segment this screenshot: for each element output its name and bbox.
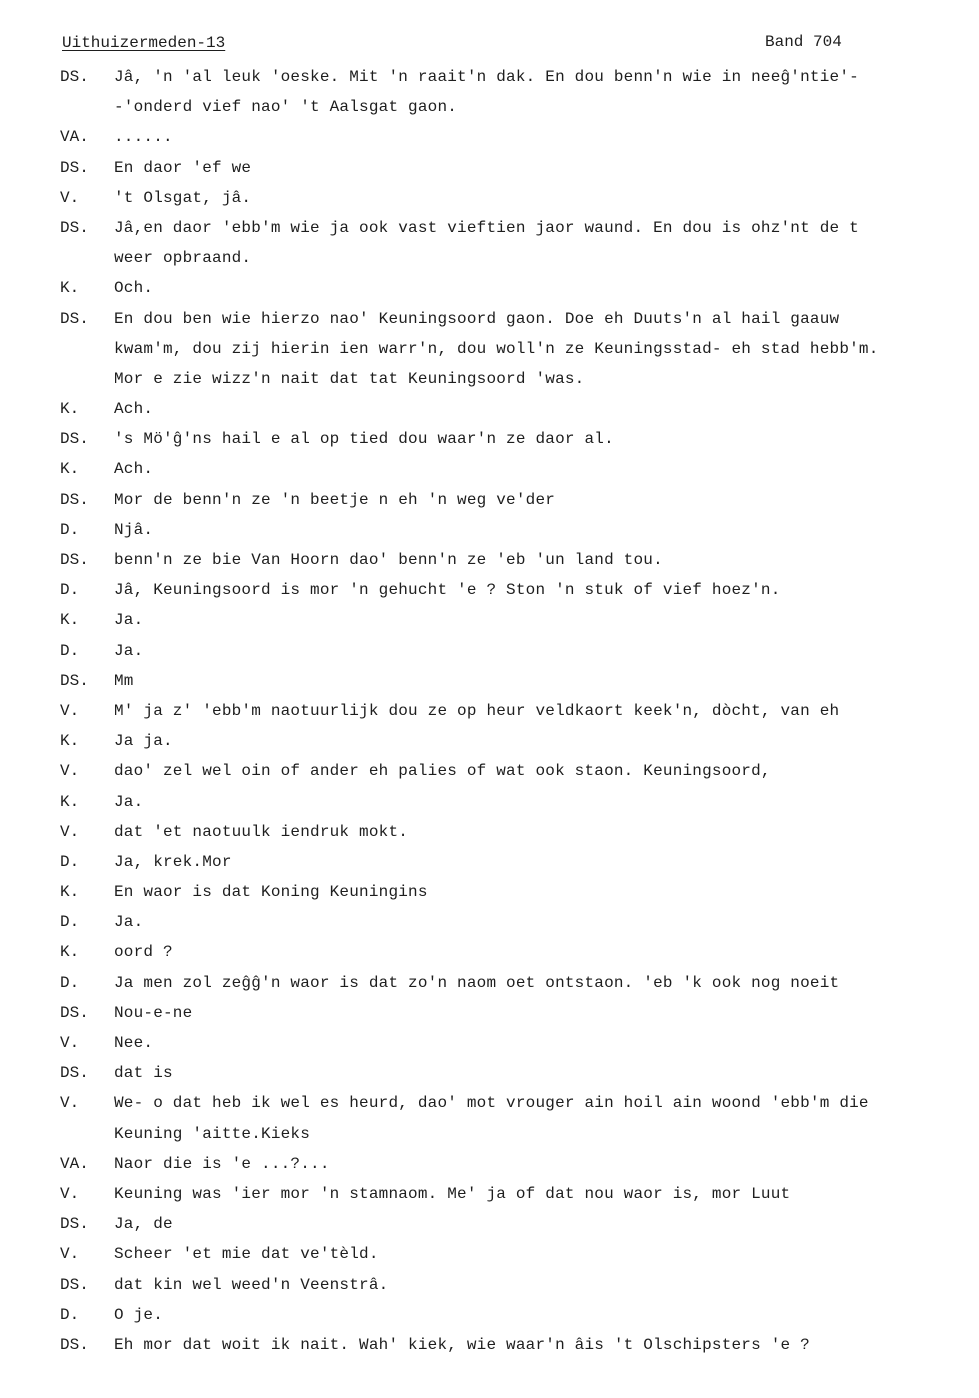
utterance-text: Mm xyxy=(114,671,134,690)
utterance-text: Eh mor dat woit ik nait. Wah' kiek, wie waar'n âis 't Olschipsters 'e ? xyxy=(114,1335,810,1354)
speaker-label: DS. xyxy=(60,551,89,569)
transcript-line xyxy=(0,636,979,666)
transcript-line xyxy=(0,122,979,152)
transcript-line xyxy=(0,877,979,907)
utterance-text: En dou ben wie hierzo nao' Keuningsoord gaon. Doe eh Duuts'n al hail gaauw xyxy=(114,309,840,328)
transcript-line xyxy=(0,1088,979,1118)
transcript-line xyxy=(0,1179,979,1209)
speaker-label: DS. xyxy=(60,218,89,237)
transcript-line xyxy=(0,666,979,696)
transcript-line xyxy=(0,726,979,756)
transcript-line xyxy=(0,907,979,937)
transcript-line xyxy=(0,1058,979,1088)
utterance-text: dat is xyxy=(114,1064,173,1083)
utterance-text: Jâ, Keuningsoord is mor 'n gehucht 'e ? Ston 'n stuk of vief hoez'n. xyxy=(114,581,781,600)
transcript-line xyxy=(0,394,979,424)
utterance-text: Jâ, 'n 'al leuk 'oeske. Mit 'n raait'n dak. En dou benn'n wie in neeĝ'ntie'- xyxy=(114,68,859,86)
transcript-line xyxy=(0,515,979,545)
transcript-line xyxy=(0,968,979,998)
transcript-line xyxy=(0,153,979,183)
transcript-line xyxy=(0,787,979,817)
speaker-label: K. xyxy=(60,732,80,751)
transcript-line xyxy=(0,273,979,303)
speaker-label: K. xyxy=(60,883,80,902)
utterance-text: dao' zel wel oin of ander eh palies of wat ook staon. Keuningsoord, xyxy=(114,762,771,781)
speaker-label: V. xyxy=(60,1034,80,1052)
utterance-text: dat kin wel weed'n Veenstrâ. xyxy=(114,1275,389,1294)
speaker-label: DS. xyxy=(60,490,89,509)
transcript-line xyxy=(0,937,979,967)
utterance-text: 's Mö'ĝ'ns hail e al op tied dou waar'n ze daor al. xyxy=(114,430,614,449)
transcript-line xyxy=(0,1270,979,1300)
transcript-line xyxy=(0,424,979,454)
utterance-text: We- o dat heb ik wel es heurd, dao' mot vrouger ain hoil ain woond 'ebb'm die xyxy=(114,1094,869,1113)
speaker-label: D. xyxy=(60,520,80,539)
speaker-label: K. xyxy=(60,460,80,479)
speaker-label: D. xyxy=(60,913,80,932)
utterance-text: Njâ. xyxy=(114,520,154,539)
header-title: Uithuizermeden-13 xyxy=(62,34,226,52)
transcript-line xyxy=(0,183,979,213)
speaker-label: D. xyxy=(60,1305,80,1324)
utterance-text: -'onderd vief nao' 't Aalsgat gaon. xyxy=(114,98,458,117)
speaker-label: DS. xyxy=(60,309,89,328)
transcript-line xyxy=(0,1300,979,1330)
utterance-text: Ja. xyxy=(114,913,144,932)
transcript-line xyxy=(0,1119,979,1149)
speaker-label: DS. xyxy=(60,1275,89,1294)
speaker-label: VA. xyxy=(60,1154,89,1173)
transcript-line xyxy=(0,1028,979,1058)
utterance-text: ...... xyxy=(114,128,173,147)
speaker-label: K. xyxy=(60,943,80,962)
utterance-text: Mor de benn'n ze 'n beetje n eh 'n weg ve'der xyxy=(114,490,556,509)
transcript-line xyxy=(0,1330,979,1360)
transcript-line xyxy=(0,605,979,635)
speaker-label: VA. xyxy=(60,128,89,147)
utterance-text: Nee. xyxy=(114,1034,154,1052)
transcript-line xyxy=(0,817,979,847)
speaker-label: K. xyxy=(60,792,80,811)
header-band-number: Band 704 xyxy=(765,33,842,51)
speaker-label: DS. xyxy=(60,671,89,690)
speaker-label: DS. xyxy=(60,1064,89,1083)
utterance-text: Ja men zol zeĝĝ'n waor is dat zo'n naom oet ontstaon. 'eb 'k ook nog noeit xyxy=(114,973,840,992)
utterance-text: Ja. xyxy=(114,792,144,811)
speaker-label: DS. xyxy=(60,1335,89,1354)
speaker-label: D. xyxy=(60,973,80,992)
speaker-label: DS. xyxy=(60,430,89,449)
transcript-line xyxy=(0,1209,979,1239)
transcript-line xyxy=(0,213,979,243)
utterance-text: dat 'et naotuulk iendruk mokt. xyxy=(114,822,409,841)
utterance-text: weer opbraand. xyxy=(114,249,252,268)
speaker-label: V. xyxy=(60,1094,80,1113)
speaker-label: K. xyxy=(60,611,80,630)
speaker-label: V. xyxy=(60,762,80,781)
transcript-line xyxy=(0,334,979,364)
utterance-text: Och. xyxy=(114,279,154,298)
transcript-line xyxy=(0,847,979,877)
utterance-text: Ja. xyxy=(114,641,144,660)
speaker-label: DS. xyxy=(60,158,89,177)
transcript-line xyxy=(0,1149,979,1179)
speaker-label: K. xyxy=(60,279,80,298)
utterance-text: Ja ja. xyxy=(114,732,173,751)
transcript-line xyxy=(0,62,979,92)
utterance-text: M' ja z' 'ebb'm naotuurlijk dou ze op heur veldkaort keek'n, dòcht, van eh xyxy=(114,701,840,720)
utterance-text: Ja. xyxy=(114,611,144,630)
utterance-text: 't Olsgat, jâ. xyxy=(114,188,252,207)
utterance-text: Ja, krek.Mor xyxy=(114,852,232,871)
transcript xyxy=(0,62,979,1360)
utterance-text: O je. xyxy=(114,1305,164,1324)
utterance-text: Mor e zie wizz'n nait dat tat Keuningsoord 'was. xyxy=(114,369,585,388)
speaker-label: DS. xyxy=(60,1215,89,1234)
transcript-line xyxy=(0,485,979,515)
transcript-line xyxy=(0,998,979,1028)
utterance-text: Naor die is 'e ...?... xyxy=(114,1154,330,1173)
speaker-label: V. xyxy=(60,701,80,720)
transcript-line xyxy=(0,364,979,394)
speaker-label: DS. xyxy=(60,68,89,86)
transcript-line xyxy=(0,454,979,484)
utterance-text: Jâ,en daor 'ebb'm wie ja ook vast vieftien jaor waund. En dou is ohz'nt de t xyxy=(114,218,859,237)
speaker-label: DS. xyxy=(60,1003,89,1022)
utterance-text: Ach. xyxy=(114,460,154,479)
utterance-text: Keuning was 'ier mor 'n stamnaom. Me' ja of dat nou waor is, mor Luut xyxy=(114,1184,791,1203)
utterance-text: En daor 'ef we xyxy=(114,158,252,177)
transcript-line xyxy=(0,696,979,726)
speaker-label: D. xyxy=(60,852,80,871)
transcript-line xyxy=(0,575,979,605)
utterance-text: Nou-e-ne xyxy=(114,1003,193,1022)
utterance-text: benn'n ze bie Van Hoorn dao' benn'n ze 'eb 'un land tou. xyxy=(114,551,663,569)
transcript-line xyxy=(0,756,979,786)
utterance-text: Ach. xyxy=(114,400,154,419)
transcript-line xyxy=(0,545,979,575)
speaker-label: D. xyxy=(60,641,80,660)
speaker-label: D. xyxy=(60,581,80,600)
speaker-label: K. xyxy=(60,400,80,419)
utterance-text: Keuning 'aitte.Kieks xyxy=(114,1124,311,1143)
utterance-text: En waor is dat Koning Keuningins xyxy=(114,883,428,902)
utterance-text: kwam'm, dou zij hierin ien warr'n, dou woll'n ze Keuningsstad- eh stad hebb'm. xyxy=(114,339,879,358)
transcript-line xyxy=(0,304,979,334)
utterance-text: Ja, de xyxy=(114,1215,173,1234)
transcript-line xyxy=(0,92,979,122)
speaker-label: V. xyxy=(60,822,80,841)
transcript-line xyxy=(0,1239,979,1269)
speaker-label: V. xyxy=(60,1245,80,1264)
speaker-label: V. xyxy=(60,1184,80,1203)
transcript-line xyxy=(0,243,979,273)
speaker-label: V. xyxy=(60,188,80,207)
utterance-text: oord ? xyxy=(114,943,173,962)
utterance-text: Scheer 'et mie dat ve'tèld. xyxy=(114,1245,379,1264)
